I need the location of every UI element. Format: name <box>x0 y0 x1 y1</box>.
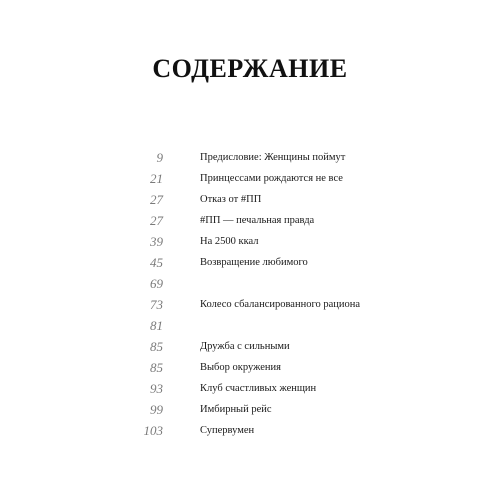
toc-page-number: 85 <box>150 339 163 354</box>
toc-entry-title: Супервумен <box>200 425 255 436</box>
toc-entry <box>0 336 500 357</box>
toc-entry-title: Возвращение любимого <box>200 257 308 268</box>
toc-entry-title: На 2500 ккал <box>200 236 259 247</box>
toc-entry-title: Принцессами рождаются не все <box>200 173 343 184</box>
toc-page-number: 81 <box>150 318 163 333</box>
toc-page-number: 99 <box>150 402 163 417</box>
toc-page-number: 21 <box>150 171 163 186</box>
toc-entry <box>0 147 500 168</box>
table-of-contents <box>0 147 500 441</box>
toc-entry-title: Клуб счастливых женщин <box>200 383 317 394</box>
toc-page-number: 69 <box>150 276 163 291</box>
toc-entry <box>0 357 500 378</box>
toc-entry <box>0 210 500 231</box>
toc-entry <box>0 189 500 210</box>
toc-page-number: 93 <box>150 381 163 396</box>
page-title: СОДЕРЖАНИЕ <box>152 54 348 83</box>
toc-entry <box>0 399 500 420</box>
toc-entry-title: Предисловие: Женщины поймут <box>200 152 346 163</box>
toc-page-number: 85 <box>150 360 163 375</box>
toc-page-number: 27 <box>150 213 163 228</box>
toc-entry-title: Дружба с сильными <box>200 341 290 352</box>
toc-entry <box>0 252 500 273</box>
toc-entry <box>0 420 500 441</box>
toc-page-number: 73 <box>150 297 163 312</box>
toc-entry-title: Отказ от #ПП <box>200 194 262 205</box>
toc-page-number: 27 <box>150 192 163 207</box>
toc-entry-title: Выбор окружения <box>200 362 281 373</box>
toc-entry <box>0 378 500 399</box>
toc-entry <box>0 168 500 189</box>
toc-page-number: 45 <box>150 255 163 270</box>
toc-page-number: 103 <box>143 423 163 438</box>
toc-page-number: 9 <box>156 150 163 165</box>
toc-entry-title: Колесо сбалансированного рациона <box>200 299 361 310</box>
toc-entry-title: #ПП — печальная правда <box>200 215 315 226</box>
toc-entry <box>0 231 500 252</box>
toc-page-number: 39 <box>150 234 163 249</box>
toc-entry-title: Имбирный рейс <box>200 404 272 415</box>
toc-entry <box>0 294 500 315</box>
toc-entry <box>0 273 500 294</box>
toc-entry <box>0 315 500 336</box>
